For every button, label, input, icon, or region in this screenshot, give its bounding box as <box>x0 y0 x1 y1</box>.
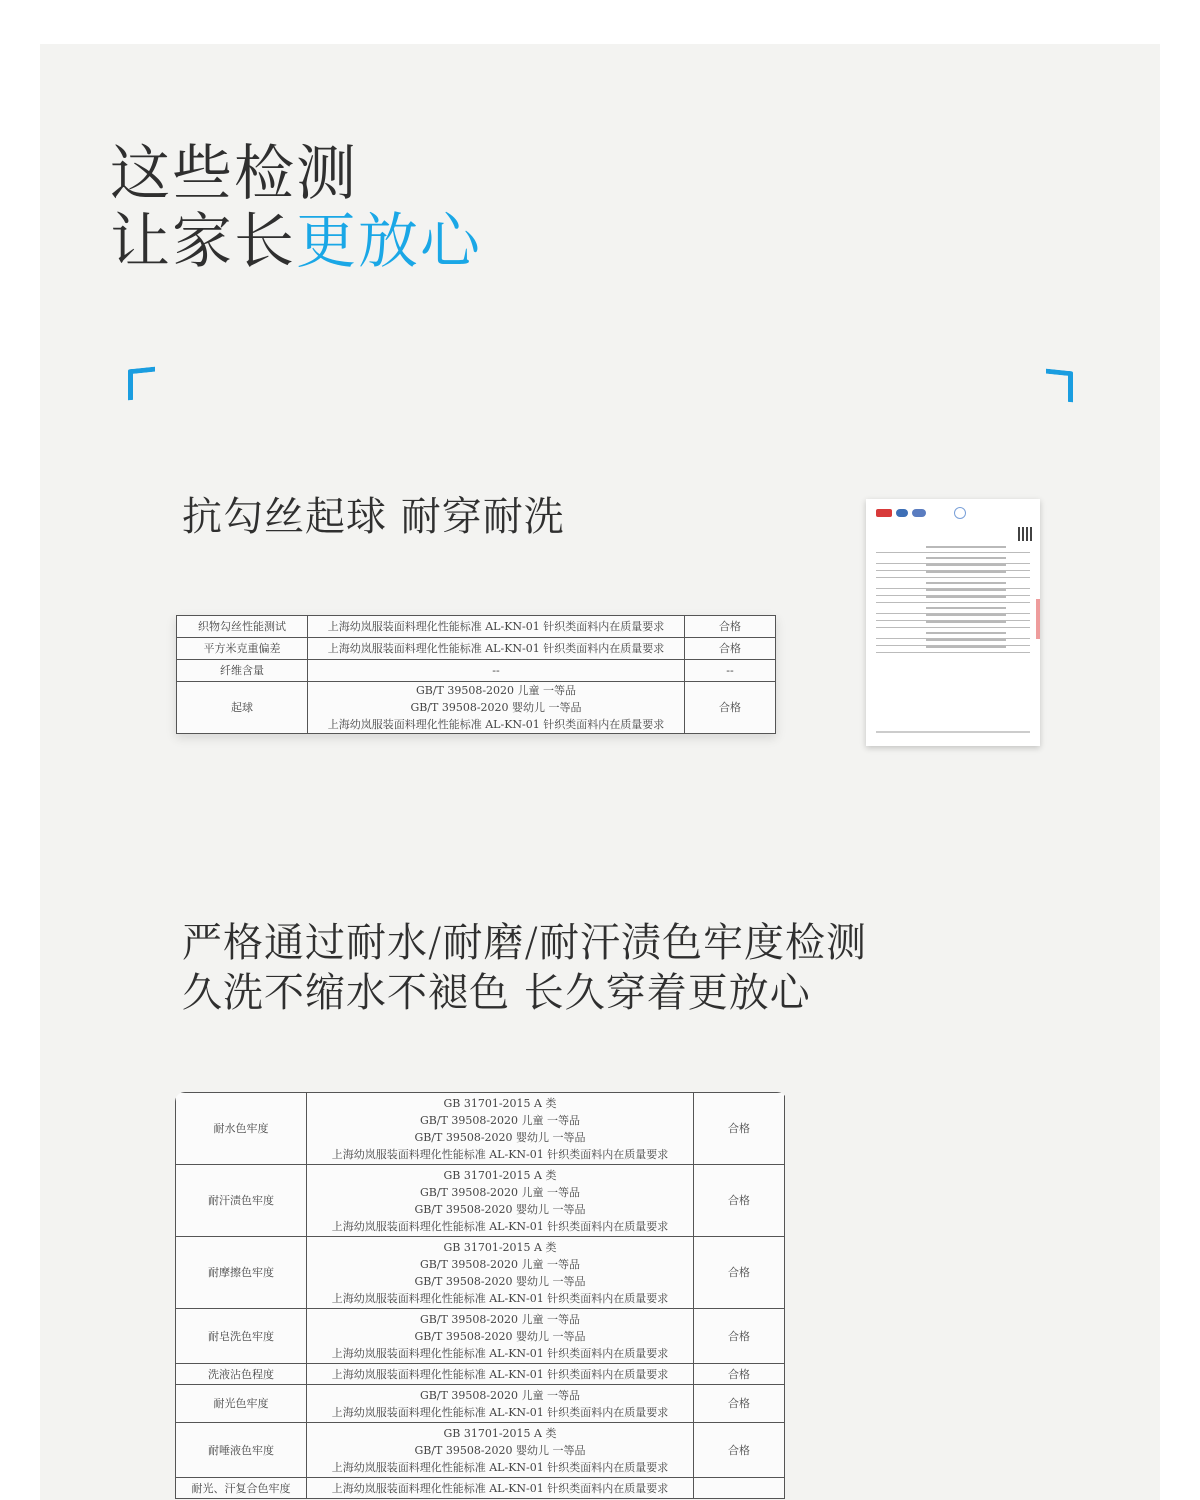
report-row-text <box>926 596 1006 598</box>
standard-cell <box>307 1423 694 1478</box>
test-item-cell: 耐摩擦色牢度 <box>176 1237 307 1309</box>
report-row <box>876 593 1030 603</box>
report-row <box>876 543 1030 553</box>
report-row-text <box>926 571 1006 573</box>
standard-cell <box>307 1165 694 1237</box>
section1-title: 抗勾丝起球 耐穿耐洗 <box>182 494 565 540</box>
report-row-text <box>926 632 1006 634</box>
report-row <box>876 568 1030 578</box>
standard-line: 上海幼岚服装面料理化性能标准 AL-KN-01 针织类面料内在质量要求 <box>331 1346 669 1360</box>
test-item-cell: 纤维含量 <box>177 660 308 682</box>
standard-line: 上海幼岚服装面料理化性能标准 AL-KN-01 针织类面料内在质量要求 <box>331 1405 669 1419</box>
standard-line: 上海幼岚服装面料理化性能标准 AL-KN-01 针织类面料内在质量要求 <box>331 1291 669 1305</box>
report-stamp-icon <box>1036 599 1040 639</box>
result-cell: 合格 <box>685 616 776 638</box>
standard-line: 上海幼岚服装面料理化性能标准 AL-KN-01 针织类面料内在质量要求 <box>331 1460 669 1474</box>
standard-line: GB/T 39508-2020 婴幼儿 一等品 <box>414 1202 586 1216</box>
standard-line: GB/T 39508-2020 婴幼儿 一等品 <box>410 701 582 714</box>
report-row-text <box>926 557 1006 559</box>
result-cell: 合格 <box>694 1385 785 1423</box>
standard-line: GB/T 39508-2020 婴幼儿 一等品 <box>414 1329 586 1343</box>
standard-cell <box>307 1093 694 1165</box>
cma-logo-icon <box>876 509 892 517</box>
standard-cell <box>308 616 685 638</box>
result-cell: 合格 <box>694 1309 785 1364</box>
standard-line: GB/T 39508-2020 儿童 一等品 <box>419 1312 581 1326</box>
corner-bracket-right-icon <box>1046 369 1073 403</box>
standard-line: 上海幼岚服装面料理化性能标准 AL-KN-01 针织类面料内在质量要求 <box>331 1219 669 1233</box>
test-item-cell: 平方米克重偏差 <box>177 638 308 660</box>
standard-line: 上海幼岚服装面料理化性能标准 AL-KN-01 针织类面料内在质量要求 <box>327 642 665 655</box>
result-cell: 合格 <box>685 682 776 734</box>
result-cell: 合格 <box>694 1364 785 1385</box>
report-row <box>876 643 1030 653</box>
section2-test-table <box>175 1092 785 1499</box>
headline-line2-accent: 更放心 <box>296 207 482 277</box>
standard-line: GB 31701-2015 A 类 <box>443 1096 557 1110</box>
standard-line: GB 31701-2015 A 类 <box>443 1168 557 1182</box>
table-row <box>176 1364 785 1385</box>
standard-line: 上海幼岚服装面料理化性能标准 AL-KN-01 针织类面料内在质量要求 <box>327 718 665 731</box>
result-cell: -- <box>685 660 776 682</box>
page-headline <box>110 140 482 276</box>
table-row <box>177 660 776 682</box>
section2-title <box>182 918 867 1018</box>
headline-line2 <box>110 208 482 276</box>
standard-line: GB/T 39508-2020 婴幼儿 一等品 <box>414 1130 586 1144</box>
standard-line: GB/T 39508-2020 儿童 一等品 <box>419 1185 581 1199</box>
headline-line2-plain: 让家长 <box>110 207 296 277</box>
table-row <box>177 638 776 660</box>
cnas-logo-icon <box>912 509 926 517</box>
ilac-logo-icon <box>896 509 908 517</box>
standard-cell <box>307 1478 694 1499</box>
standard-cell <box>308 682 685 734</box>
standard-line: -- <box>492 664 500 677</box>
table-row <box>177 616 776 638</box>
report-row-text <box>926 589 1006 591</box>
standard-line: GB/T 39508-2020 儿童 一等品 <box>419 1257 581 1271</box>
report-row-text <box>926 564 1006 566</box>
report-row-text <box>926 646 1006 648</box>
test-item-cell: 起球 <box>177 682 308 734</box>
standard-line: GB/T 39508-2020 儿童 一等品 <box>419 1113 581 1127</box>
standard-line: GB 31701-2015 A 类 <box>443 1426 557 1440</box>
table-row <box>176 1237 785 1309</box>
test-item-cell: 耐汗渍色牢度 <box>176 1165 307 1237</box>
standard-line: GB/T 39508-2020 婴幼儿 一等品 <box>414 1274 586 1288</box>
table-row <box>176 1309 785 1364</box>
test-item-cell: 耐光色牢度 <box>176 1385 307 1423</box>
report-row-text <box>926 639 1006 641</box>
report-row-text <box>926 582 1006 584</box>
table-row <box>176 1093 785 1165</box>
table-row <box>176 1423 785 1478</box>
report-row-text <box>926 607 1006 609</box>
section2-title-line1: 严格通过耐水/耐磨/耐汗渍色牢度检测 <box>182 920 867 966</box>
test-item-cell: 洗液沾色程度 <box>176 1364 307 1385</box>
test-item-cell: 耐皂洗色牢度 <box>176 1309 307 1364</box>
standard-cell <box>307 1385 694 1423</box>
lab-seal-icon <box>954 507 966 519</box>
section2-table-clip <box>175 1092 787 1500</box>
result-cell: 合格 <box>694 1423 785 1478</box>
section1-test-table <box>176 615 776 734</box>
table-row <box>177 682 776 734</box>
standard-cell <box>307 1364 694 1385</box>
table-row <box>176 1385 785 1423</box>
standard-cell <box>307 1237 694 1309</box>
standard-cell <box>307 1309 694 1364</box>
result-cell: 合格 <box>685 638 776 660</box>
report-row-text <box>926 621 1006 623</box>
report-row-text <box>926 614 1006 616</box>
result-cell: 合格 <box>694 1165 785 1237</box>
report-row <box>876 618 1030 628</box>
test-item-cell: 耐水色牢度 <box>176 1093 307 1165</box>
result-cell <box>694 1478 785 1499</box>
standard-line: 上海幼岚服装面料理化性能标准 AL-KN-01 针织类面料内在质量要求 <box>331 1481 669 1495</box>
headline-line1: 这些检测 <box>110 139 358 209</box>
test-item-cell: 耐光、汗复合色牢度 <box>176 1478 307 1499</box>
standard-line: 上海幼岚服装面料理化性能标准 AL-KN-01 针织类面料内在质量要求 <box>331 1147 669 1161</box>
standard-cell <box>308 660 685 682</box>
report-logos <box>876 507 1030 521</box>
test-item-cell: 织物勾丝性能测试 <box>177 616 308 638</box>
table-row <box>176 1165 785 1237</box>
section2-title-line2: 久洗不缩水不褪色 长久穿着更放心 <box>182 970 811 1016</box>
standard-line: GB/T 39508-2020 儿童 一等品 <box>415 684 577 697</box>
standard-cell <box>308 638 685 660</box>
standard-line: 上海幼岚服装面料理化性能标准 AL-KN-01 针织类面料内在质量要求 <box>331 1367 669 1381</box>
standard-line: GB/T 39508-2020 婴幼儿 一等品 <box>414 1443 586 1457</box>
standard-line: GB 31701-2015 A 类 <box>443 1240 557 1254</box>
qr-code-icon <box>1018 527 1032 541</box>
result-cell: 合格 <box>694 1093 785 1165</box>
standard-line: 上海幼岚服装面料理化性能标准 AL-KN-01 针织类面料内在质量要求 <box>327 620 665 633</box>
test-report-thumbnail <box>866 499 1040 746</box>
corner-bracket-left-icon <box>128 367 155 401</box>
standard-line: GB/T 39508-2020 儿童 一等品 <box>419 1388 581 1402</box>
report-row-text <box>926 546 1006 548</box>
table-row <box>176 1478 785 1499</box>
test-item-cell: 耐唾液色牢度 <box>176 1423 307 1478</box>
result-cell: 合格 <box>694 1237 785 1309</box>
report-footer <box>876 731 1030 733</box>
